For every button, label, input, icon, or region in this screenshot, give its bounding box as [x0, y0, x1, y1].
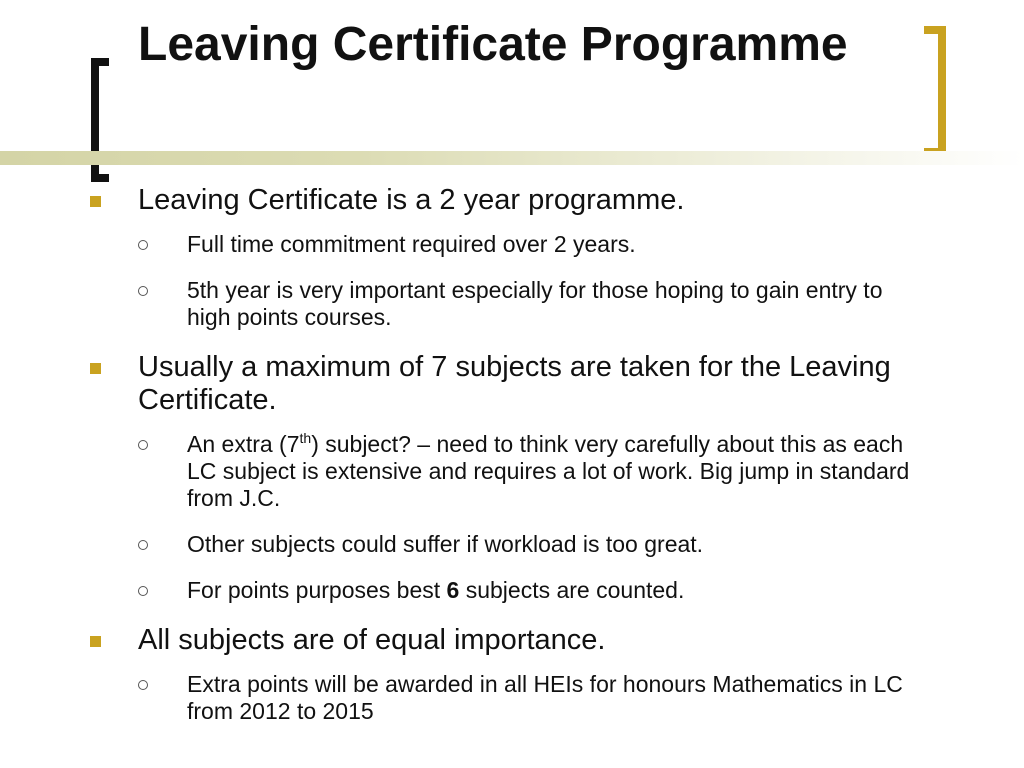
sub-bullet-item [0, 531, 1024, 558]
bullet-item [0, 351, 1024, 417]
circle-bullet-icon [138, 680, 148, 690]
circle-bullet-icon [138, 440, 148, 450]
square-bullet-icon [90, 363, 101, 374]
bullet-text: All subjects are of equal importance. [138, 624, 606, 656]
sub-bullet-text: Other subjects could suffer if workload is too great. [187, 531, 704, 557]
sub-bullet-text: 5th year is very important especially for those hoping to gain entry to high points courses. [187, 277, 883, 330]
bullet-list [0, 184, 1024, 744]
slide-title: Leaving Certificate Programme [138, 18, 848, 71]
circle-bullet-icon [138, 586, 148, 596]
sub-bullet-text-part: subjects are counted. [459, 577, 685, 603]
circle-bullet-icon [138, 540, 148, 550]
square-bullet-icon [90, 196, 101, 207]
sub-bullet-text-part: For points purposes best [187, 577, 447, 603]
title-divider [0, 151, 1024, 165]
bullet-text: Leaving Certificate is a 2 year programme. [138, 184, 685, 216]
sub-bullet-text-part: An extra (7 [187, 431, 300, 457]
superscript-suffix: th [299, 430, 312, 446]
bullet-text: Usually a maximum of 7 subjects are taken for the Leaving Certificate. [138, 351, 891, 416]
sub-bullet-item [0, 431, 1024, 512]
bullet-item [0, 624, 1024, 657]
square-bullet-icon [90, 636, 101, 647]
bold-number: 6 [446, 577, 460, 603]
sub-bullet-item [0, 231, 1024, 258]
right-bracket-decoration [924, 26, 946, 156]
sub-bullet-text [187, 431, 909, 511]
sub-bullet-text: Extra points will be awarded in all HEIs for honours Mathematics in LC from 2012 to 2015 [187, 671, 903, 724]
sub-bullet-text: Full time commitment required over 2 years. [187, 231, 636, 257]
sub-bullet-item [0, 671, 1024, 725]
circle-bullet-icon [138, 286, 148, 296]
bullet-item [0, 184, 1024, 217]
sub-bullet-item [0, 277, 1024, 331]
sub-bullet-item [0, 577, 1024, 604]
circle-bullet-icon [138, 240, 148, 250]
sub-bullet-text-part: ) subject? – need to think very carefully about this as each LC subject is extensive and requires a lot of work. Big jump in standard from J.C. [187, 431, 910, 511]
sub-bullet-text [187, 577, 684, 603]
